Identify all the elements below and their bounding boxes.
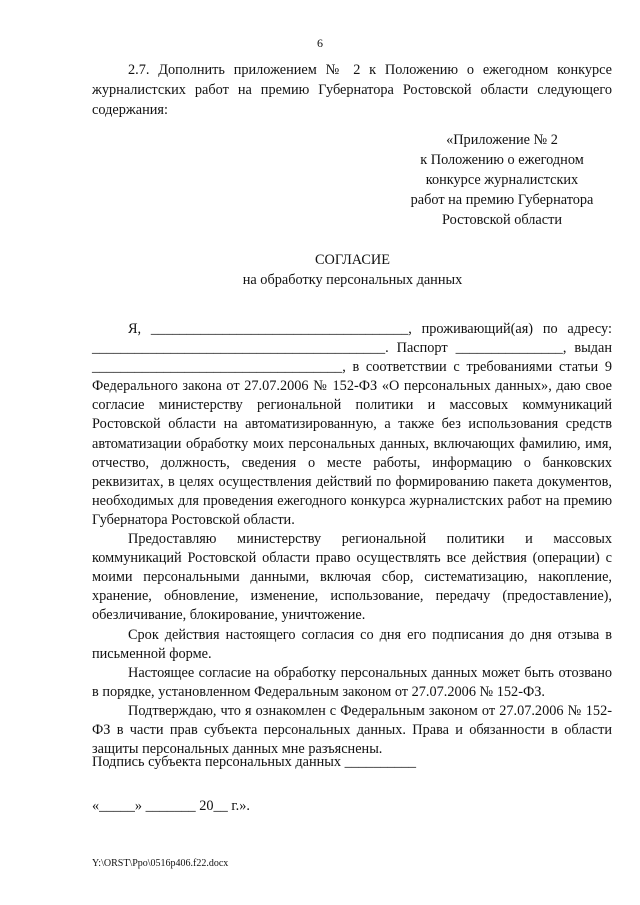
appendix-note-line: конкурсе журналистских bbox=[425, 172, 579, 188]
footer-file-path: Y:\ORST\Ppo\0516p406.f22.docx bbox=[92, 858, 229, 869]
appendix-note-line: работ на премию Губернатора bbox=[410, 192, 594, 208]
appendix-note-line: «Приложение № 2 bbox=[446, 132, 558, 148]
appendix-note-line: Ростовской области bbox=[441, 212, 563, 228]
page-number: 6 bbox=[317, 36, 323, 50]
document-body bbox=[92, 320, 612, 759]
appendix-note bbox=[372, 130, 632, 230]
rights-paragraph: Предоставляю министерству региональной политики и массовых коммуникаций Ростовской области право осуществлять все действия (операции) с моими персональными данными, включая сбор, систематизацию, накопление, хранение, обновление, изменение, использование, передачу (предоставление), обезличивание, блокирование, уничтожение. bbox=[92, 531, 612, 624]
validity-paragraph: Срок действия настоящего согласия со дня его подписания до дня отзыва в письменной форме. bbox=[92, 626, 612, 662]
document-title: СОГЛАСИЕ bbox=[315, 252, 390, 268]
consent-paragraph: Я, ____________________________________, проживающий(ая) по адресу: _________________________________________. Паспорт _______________, выдан ___________________________________, в соответствии с требованиями статьи 9 Федерального закона от 27.07.2006 № 152-ФЗ «О персональных данных», даю свое согласие министерству региональной политики и массовых коммуникаций Ростовской области на автоматизированную, а также без использования средств автоматизации обработку моих персональных данных, включающих фамилию, имя, отчество, должность, сведения о месте работы, информацию о банковских реквизитах, в целях осуществления действий по формированию пакета документов, необходимых для проведения ежегодного конкурса журналистских работ на премию Губернатора Ростовской области. bbox=[92, 321, 612, 528]
signature-line: Подпись субъекта персональных данных __________ bbox=[92, 754, 417, 770]
date-line: «_____» _______ 20__ г.». bbox=[92, 798, 250, 814]
revocation-paragraph: Настоящее согласие на обработку персональных данных может быть отозвано в порядке, установленном Федеральным законом от 27.07.2006 № 152-ФЗ. bbox=[92, 664, 612, 700]
appendix-note-line: к Положению о ежегодном bbox=[420, 152, 584, 168]
document-subtitle: на обработку персональных данных bbox=[242, 272, 463, 288]
intro-paragraph: 2.7. Дополнить приложением № 2 к Положению о ежегодном конкурсе журналистских работ на премию Губернатора Ростовской области следующего содержания: bbox=[92, 62, 612, 118]
acknowledgement-paragraph: Подтверждаю, что я ознакомлен с Федеральным законом от 27.07.2006 № 152-ФЗ в части прав субъекта персональных данных. Права и обязанности в области защиты персональных данных мне разъяснены. bbox=[92, 702, 612, 758]
